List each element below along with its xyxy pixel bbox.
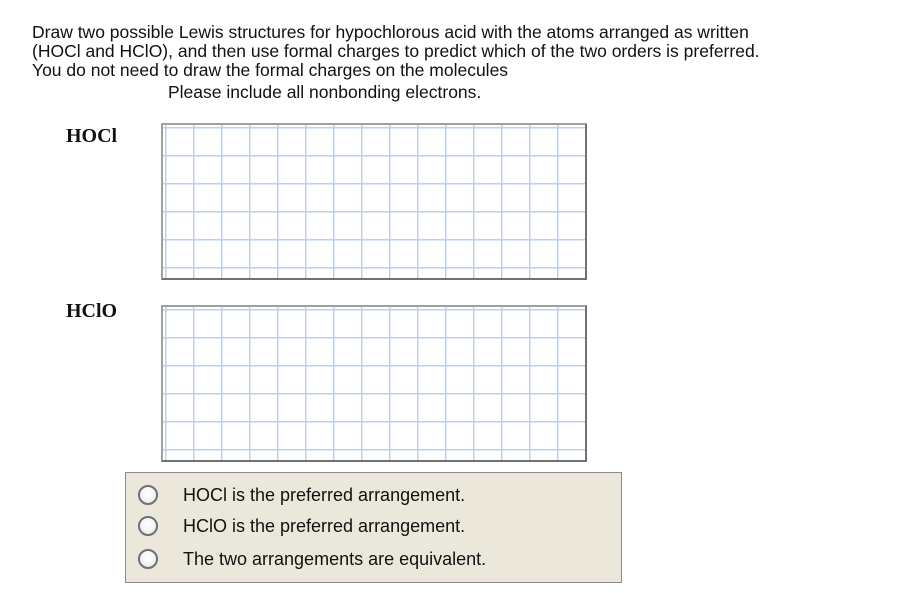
drawing-canvas-hocl[interactable] (161, 123, 587, 280)
drawing-canvas-hclo[interactable] (161, 305, 587, 462)
choice-hclo-preferred[interactable] (126, 512, 621, 540)
question-line-2: (HOCl and HClO), and then use formal charges to predict which of the two orders is preferred. (32, 41, 760, 61)
question-text (32, 23, 882, 80)
choice-label: HClO is the preferred arrangement. (183, 515, 466, 536)
choice-label: HOCl is the preferred arrangement. (183, 484, 466, 505)
radio-button[interactable] (138, 549, 158, 569)
question-line-3: You do not need to draw the formal charges on the molecules (32, 60, 509, 80)
choice-hocl-preferred[interactable] (126, 481, 621, 509)
molecule-label-hocl: HOCl (66, 125, 118, 147)
radio-button[interactable] (138, 516, 158, 536)
question-line-1: Draw two possible Lewis structures for hypochlorous acid with the atoms arranged as written (32, 22, 749, 42)
choice-label: The two arrangements are equivalent. (183, 548, 487, 569)
radio-button[interactable] (138, 485, 158, 505)
choice-equivalent[interactable] (126, 545, 621, 573)
instruction-note: Please include all nonbonding electrons. (168, 82, 482, 102)
answer-choices (125, 472, 622, 583)
molecule-label-hclo: HClO (66, 300, 118, 322)
